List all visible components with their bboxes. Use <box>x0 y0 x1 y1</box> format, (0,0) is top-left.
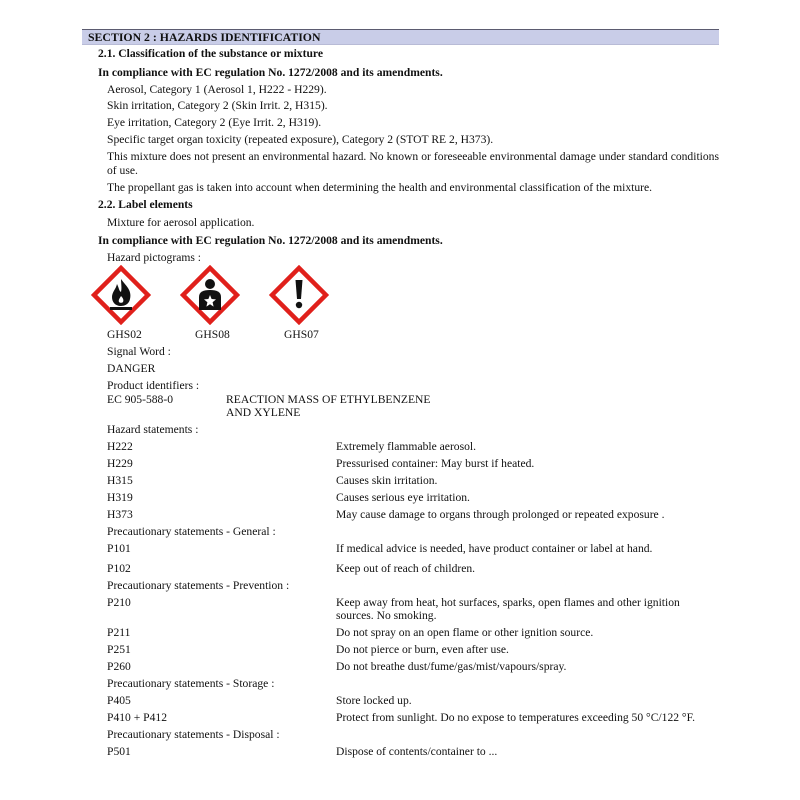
classification-item: Aerosol, Category 1 (Aerosol 1, H222 - H229). <box>107 83 327 96</box>
compliance-note: In compliance with EC regulation No. 1272/2008 and its amendments. <box>98 66 443 79</box>
pictogram-code: GHS07 <box>284 328 319 341</box>
statement-text: sources. No smoking. <box>336 609 437 622</box>
statement-text: Causes serious eye irritation. <box>336 491 470 504</box>
classification-item: Eye irritation, Category 2 (Eye Irrit. 2, H319). <box>107 116 322 129</box>
classification-item: Skin irritation, Category 2 (Skin Irrit. 2, H315). <box>107 99 328 112</box>
hazard-statements-label: Hazard statements : <box>107 423 199 436</box>
statement-code: P501 <box>107 745 131 758</box>
exclamation-icon <box>269 265 329 325</box>
precautionary-disposal-label: Precautionary statements - Disposal : <box>107 728 280 741</box>
statement-code: P405 <box>107 694 131 707</box>
precautionary-storage-label: Precautionary statements - Storage : <box>107 677 275 690</box>
statement-text: Pressurised container: May burst if heated. <box>336 457 535 470</box>
compliance-note: In compliance with EC regulation No. 1272/2008 and its amendments. <box>98 234 443 247</box>
statement-code: P410 + P412 <box>107 711 168 724</box>
product-identifiers-label: Product identifiers : <box>107 379 200 392</box>
statement-text: Keep away from heat, hot surfaces, sparks, open flames and other ignition <box>336 596 680 609</box>
statement-text: Keep out of reach of children. <box>336 562 476 575</box>
statement-code: P101 <box>107 542 131 555</box>
product-name: REACTION MASS OF ETHYLBENZENE <box>226 393 431 406</box>
product-id: EC 905-588-0 <box>107 393 174 406</box>
statement-code: H373 <box>107 508 133 521</box>
product-name: AND XYLENE <box>226 406 301 419</box>
statement-text: Do not pierce or burn, even after use. <box>336 643 509 656</box>
subsection-heading-2-2: 2.2. Label elements <box>98 198 193 211</box>
section-header <box>82 29 719 45</box>
statement-code: P211 <box>107 626 131 639</box>
precautionary-general-label: Precautionary statements - General : <box>107 525 276 538</box>
pictogram-code: GHS08 <box>195 328 230 341</box>
statement-text: Store locked up. <box>336 694 412 707</box>
signal-word-label: Signal Word : <box>107 345 171 358</box>
pictograms-label: Hazard pictograms : <box>107 251 202 264</box>
subsection-heading-2-1: 2.1. Classification of the substance or mixture <box>98 47 323 60</box>
statement-code: H315 <box>107 474 133 487</box>
statement-code: P260 <box>107 660 131 673</box>
statement-code: H229 <box>107 457 133 470</box>
statement-code: P251 <box>107 643 131 656</box>
classification-item: Specific target organ toxicity (repeated exposure), Category 2 (STOT RE 2, H373). <box>107 133 494 146</box>
statement-text: May cause damage to organs through prolonged or repeated exposure . <box>336 508 665 521</box>
flame-icon <box>91 265 151 325</box>
statement-code: H319 <box>107 491 133 504</box>
signal-word: DANGER <box>107 362 156 375</box>
section-title: SECTION 2 : HAZARDS IDENTIFICATION <box>88 30 321 44</box>
statement-text: Do not spray on an open flame or other ignition source. <box>336 626 594 639</box>
statement-code: P210 <box>107 596 131 609</box>
statement-text: Dispose of contents/container to ... <box>336 745 498 758</box>
statement-text: If medical advice is needed, have product container or label at hand. <box>336 542 653 555</box>
statement-text: Protect from sunlight. Do no expose to temperatures exceeding 50 °C/122 °F. <box>336 711 695 724</box>
precautionary-prevention-label: Precautionary statements - Prevention : <box>107 579 290 592</box>
statement-text: Do not breathe dust/fume/gas/mist/vapours/spray. <box>336 660 567 673</box>
health-hazard-icon <box>180 265 240 325</box>
propellant-note: The propellant gas is taken into account when determining the health and environmental classification of the mixture. <box>107 181 653 194</box>
mixture-intro: Mixture for aerosol application. <box>107 216 255 229</box>
pictogram-code: GHS02 <box>107 328 142 341</box>
statement-code: P102 <box>107 562 131 575</box>
statement-text: Causes skin irritation. <box>336 474 438 487</box>
statement-code: H222 <box>107 440 133 453</box>
statement-text: Extremely flammable aerosol. <box>336 440 477 453</box>
environmental-note: This mixture does not present an environmental hazard. No known or foreseeable environmental damage under standard conditions of use. <box>107 150 719 177</box>
